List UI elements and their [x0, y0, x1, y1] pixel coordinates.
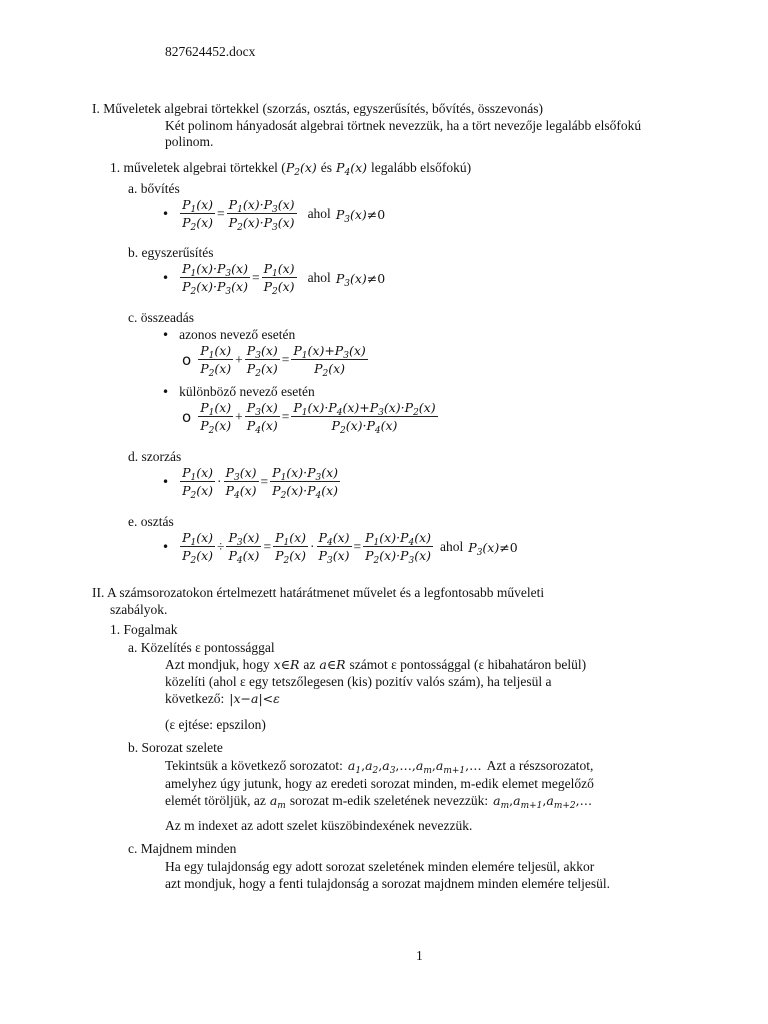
section-2-title-line-2: szabályok. [110, 602, 168, 617]
sub-bullet: o [182, 408, 192, 426]
sequence-text-2: Azt a részsorozatot, [486, 758, 594, 773]
section-1-title: I. Műveletek algebrai törtekkel (szorzás, osztás, egyszerűsítés, bővítés, összevonás) [92, 101, 543, 116]
formula-a-in-r: a∈R [319, 657, 346, 672]
formula-division: • $\frac{P_1(x)}{P_2(x)}$ ÷ $\frac{P_3(x)}{P_4(x)}$ = $\frac{P_1(x)}{P_2(x)}$ · $\frac{P_4(x)}{P_3(x)}$ = $\frac{P_1(x)\cdot P_4(x)}{P_2(x)\cdot P_3(x)}$ ahol $P_3(x)\ne 0$ [162, 530, 518, 566]
formula-expansion: • $\frac{P_1(x)}{P_2(x)}$ = $\frac{P_1(x)\cdot P_3(x)}{P_2(x)\cdot P_3(x)}$ ahol $P_3(x)\ne 0$ [162, 197, 386, 233]
bullet: • [162, 540, 170, 554]
ahol-text: ahol [440, 539, 464, 554]
sequence-line-1 [165, 758, 593, 774]
section-2-subitem-c-label: c. Majdnem minden [128, 841, 237, 856]
item-1-and: és [320, 160, 333, 175]
approx-text-1: Azt mondjuk, hogy [165, 657, 270, 672]
ahol-text: ahol [307, 206, 331, 221]
approx-text-2: az [303, 657, 316, 672]
ahol-text: ahol [307, 270, 331, 285]
sequence-text-1: Tekintsük a következő sorozatot: [165, 758, 343, 773]
c-bullet-2 [162, 384, 315, 400]
item-1-prefix: 1. műveletek algebrai törtekkel ( [110, 160, 286, 175]
section-2-subitem-b-label: b. Sorozat szelete [128, 740, 223, 755]
formula-abs-inequality: |x−a|<ε [229, 691, 280, 706]
epsilon-note: (ε ejtése: epszilon) [165, 717, 266, 732]
subitem-e-label: e. osztás [128, 514, 174, 529]
formula-p4x: $P_4(x)$ [336, 160, 367, 178]
bullet: • [162, 385, 170, 399]
formula-sequence: $a_1,a_2,a_3,\dots,a_m,a_{m+1},\dots$ [347, 758, 482, 776]
section-2-title-line-1: II. A számsorozatokon értelmezett határátmenet művelet és a legfontosabb műveleti [92, 585, 545, 600]
formula-x-in-r: x∈R [273, 657, 300, 672]
approx-text-5: következő: [165, 691, 225, 706]
c-bullet-1-text: azonos nevező esetén [179, 327, 296, 342]
bullet: • [162, 328, 170, 342]
section-1-item-1 [110, 160, 471, 176]
formula-multiplication: • $\frac{P_1(x)}{P_2(x)}$ · $\frac{P_3(x)}{P_4(x)}$ = $\frac{P_1(x)\cdot P_3(x)}{P_2(x)\cdot P_4(x)}$ [162, 465, 339, 501]
formula-am: $a_m$ [269, 793, 286, 811]
formula-slice: $a_m,a_{m+1},a_{m+2},\dots$ [493, 793, 593, 811]
almost-all-line-2: azt mondjuk, hogy a fenti tulajdonság a sorozat majdnem minden elemére teljesül. [165, 876, 610, 891]
formula-addition-different-denominator: o $\frac{P_1(x)}{P_2(x)}$ + $\frac{P_3(x)}{P_4(x)}$ = $\frac{P_1(x)\cdot P_4(x)+P_3(x)\cdot P_2(x)}{P_2(x)\cdot P_4(x)}$ [182, 400, 436, 436]
document-filename: 827624452.docx [165, 44, 256, 59]
threshold-index-note: Az m indexet az adott szelet küszöbindexének nevezzük. [165, 818, 473, 833]
approx-line-2: közelíti (ahol ε egy tetszőlegesen (kis) pozitív valós szám), ha teljesül a [165, 674, 552, 689]
item-1-suffix: legalább elsőfokú) [371, 160, 472, 175]
approx-text-3: számot ε pontossággal (ε hibahatáron belül) [349, 657, 587, 672]
bullet: • [162, 207, 170, 221]
subitem-d-label: d. szorzás [128, 449, 182, 464]
c-bullet-1 [162, 327, 295, 343]
almost-all-line-1: Ha egy tulajdonság egy adott sorozat szeletének minden elemére teljesül, akkor [165, 859, 595, 874]
formula-simplification: • $\frac{P_1(x)\cdot P_3(x)}{P_2(x)\cdot P_3(x)}$ = $\frac{P_1(x)}{P_2(x)}$ ahol $P_3(x)\ne 0$ [162, 261, 386, 297]
formula-addition-same-denominator: o $\frac{P_1(x)}{P_2(x)}$ + $\frac{P_3(x)}{P_2(x)}$ = $\frac{P_1(x)+P_3(x)}{P_2(x)}$ [182, 343, 366, 379]
approx-line-1 [165, 657, 586, 673]
section-1-definition: Két polinom hányadosát algebrai törtnek nevezzük, ha a tört nevezője legalább elsőfokú polinom. [165, 118, 642, 149]
subitem-a-label: a. bővítés [128, 181, 180, 196]
c-bullet-2-text: különböző nevező esetén [179, 384, 315, 399]
section-2-subitem-a-label: a. Közelítés ε pontossággal [128, 640, 275, 655]
subitem-c-label: c. összeadás [128, 310, 194, 325]
page-number: 1 [416, 948, 423, 963]
approx-line-3 [165, 691, 280, 707]
bullet: • [162, 271, 170, 285]
sub-bullet: o [182, 351, 192, 369]
sequence-line-3 [165, 793, 592, 809]
formula-p2x: $P_2(x)$ [285, 160, 317, 178]
sequence-line-2: amelyhez úgy jutunk, hogy az eredeti sorozat minden, m-edik elemet megelőző [165, 776, 594, 791]
subitem-b-label: b. egyszerűsítés [128, 245, 214, 260]
bullet: • [162, 475, 170, 489]
section-2-item-1: 1. Fogalmak [110, 622, 178, 637]
sequence-text-4: elemét töröljük, az [165, 793, 266, 808]
sequence-text-5: sorozat m-edik szeletének nevezzük: [289, 793, 489, 808]
